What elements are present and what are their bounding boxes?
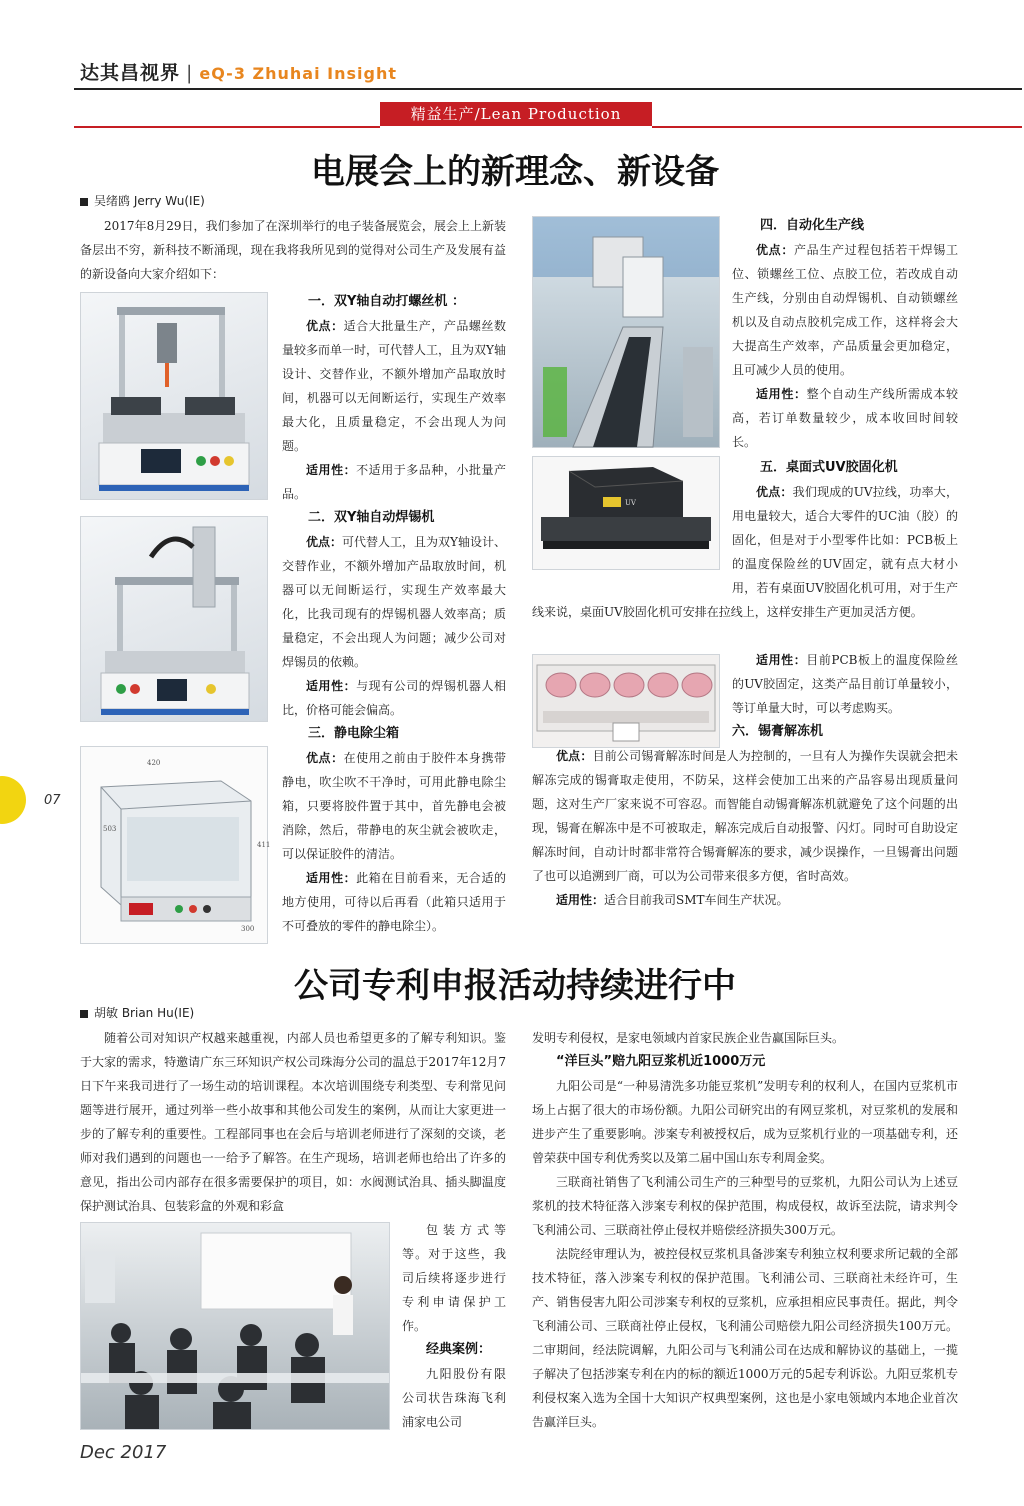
article2-paragraph-1: 九阳公司是“一种易清洗多功能豆浆机”发明专利的权利人，在国内豆浆机市场上占据了很大的市场份额。九阳公司研究出的有网豆浆机，对豆浆机的发展和进步产生了重要影响。涉案专利被授权后，成为豆浆机行业的一项基础专利，还曾荣获中国专利优秀奖以及第二届中国山东专利周金奖。 bbox=[532, 1079, 958, 1165]
item2-heading: 二．双Y轴自动焊锡机 bbox=[308, 510, 435, 525]
item1-text bbox=[282, 314, 506, 506]
article2-intro bbox=[80, 1026, 506, 1218]
item2-fit: 与现有公司的焊锡机器人相比，价格可能会偏高。 bbox=[282, 679, 506, 717]
uv-label: UV bbox=[625, 499, 636, 507]
item3-fit: 此箱在目前看来，无合适的地方使用，可待以后再看（此箱只适用于不可叠放的零件的静电除尘）。 bbox=[282, 871, 506, 933]
article2-case-cont bbox=[532, 1026, 958, 1050]
item5-fit-label: 适用性： bbox=[756, 653, 807, 667]
item3-adv: 在使用之前由于胶件本身携带静电，吹尘吹不干净时，可用此静电除尘箱，只要将胶件置于其中，首先静电会被消除，然后，带静电的灰尘就会被吹走，可以保证胶件的清洁。 bbox=[282, 751, 506, 861]
photo-automation-line bbox=[532, 216, 720, 448]
item4-adv: 产品生产过程包括若干焊锡工位、锁螺丝工位、点胶工位，若改成自动生产线，分别由自动焊锡机、自动锁螺丝机以及自动点胶机完成工作，这样将会大大提高生产效率，产品质量会更加稳定，且可减少人员的使用。 bbox=[732, 243, 958, 377]
article2-case-start-text: 九阳股份有限公司状告珠海飞利浦家电公司 bbox=[402, 1367, 506, 1429]
section-tab: 精益生产/Lean Production bbox=[380, 102, 652, 126]
item2-adv-label: 优点： bbox=[306, 535, 343, 549]
item2-block bbox=[282, 506, 506, 722]
brand-en: eQ-3 Zhuhai Insight bbox=[199, 64, 397, 83]
item6-heading: 六．锡膏解冻机 bbox=[732, 724, 824, 739]
item1-heading: 一．双Y轴自动打螺丝机 ： bbox=[308, 294, 465, 309]
item5-fit-block bbox=[532, 648, 958, 912]
item3-adv-label: 优点： bbox=[306, 751, 344, 765]
item5-heading: 五．桌面式UV胶固化机 bbox=[760, 460, 898, 475]
item1-fit: 不适用于多品种，小批量产品。 bbox=[282, 463, 506, 501]
item2-text bbox=[282, 530, 506, 722]
item4-block bbox=[732, 214, 958, 454]
dust-box-illustration bbox=[81, 747, 271, 943]
article2-sub-heading: “洋巨头”赔九阳豆浆机近1000万元 bbox=[556, 1054, 766, 1069]
article1-author bbox=[80, 192, 205, 209]
item3-fit-label: 适用性： bbox=[306, 871, 357, 885]
article2-author bbox=[80, 1004, 194, 1021]
article2-paragraph-2: 三联商社销售了飞利浦公司生产的三种型号的豆浆机，九阳公司认为上述豆浆机的技术特征落入涉案专利权的保护范围，构成侵权，故诉至法院，请求判令飞利浦公司、三联商社停止侵权并赔偿经济损失300万元。 bbox=[532, 1175, 958, 1237]
article2-author-name: 胡敏 Brian Hu(IE) bbox=[94, 1006, 195, 1020]
item4-text bbox=[732, 238, 958, 454]
item1-block bbox=[282, 290, 506, 506]
issue-date: Dec 2017 bbox=[80, 1442, 167, 1463]
article2-title: 公司专利申报活动持续进行中 bbox=[294, 966, 736, 1006]
author-bullet bbox=[80, 1010, 88, 1018]
item5-fit-float-spacer bbox=[532, 648, 732, 744]
article2-paragraph-3: 法院经审理认为，被控侵权豆浆机具备涉案专利独立权利要求所记载的全部技术特征，落入涉案专利权的保护范围。飞利浦公司、三联商社未经许可，生产、销售侵害九阳公司涉案专利权的豆浆机，应承担相应民事责任。据此，判令飞利浦公司、三联商社停止侵权，飞利浦公司赔偿九阳公司经济损失100万元。二审期间，经法院调解，九阳公司与飞利浦公司在达成和解协议的基础上，一揽子解决了包括涉案专利在内的标的额近1000万元的5起专利诉讼。九阳豆浆机专利侵权案入选为全国十大知识产权典型案例，这也是小家电领域内本地企业首次告赢洋巨头。 bbox=[532, 1247, 958, 1429]
item4-adv-label: 优点： bbox=[756, 243, 794, 257]
article1-author-name: 吴绪鸥 Jerry Wu(IE) bbox=[94, 194, 205, 208]
item5-float-spacer bbox=[532, 480, 732, 600]
brand-cn: 达其昌视界 bbox=[80, 62, 181, 84]
article2-paragraphs bbox=[532, 1074, 958, 1434]
item4-heading: 四．自动化生产线 bbox=[760, 218, 865, 233]
screw-machine-illustration bbox=[81, 293, 267, 499]
item4-fit-label: 适用性： bbox=[756, 387, 807, 401]
dim-height: 411 bbox=[257, 841, 271, 849]
item3-heading: 三．静电除尘箱 bbox=[308, 726, 400, 741]
photo-patent-training bbox=[80, 1222, 390, 1430]
article2-intro-text: 随着公司对知识产权越来越重视，内部人员也希望更多的了解专利知识。鉴于大家的需求，特邀请广东三环知识产权公司珠海分公司的温总于2017年12月7日下午来我司进行了一场生动的培训课程。本次培训围绕专利类型、专利常见问题等进行展开，通过列举一些小故事和其他公司发生的案例，从而让大家更进一步的了解专利的重要性。工程部同事也在会后与培训老师进行了深刻的交谈，老师对我们遇到的问题也一一给予了解答。在生产现场，培训老师也给出了许多的意见，指出公司内部存在很多需要保护的项目，如：水阀测试治具、插头脚温度保护测试治具、包装彩盒的外观和彩盒 bbox=[80, 1031, 506, 1213]
item5-adv-label: 优点： bbox=[756, 485, 793, 499]
item4-fit: 整个自动生产线所需成本较高，若订单数量较少，成本收回时间较长。 bbox=[732, 387, 958, 449]
author-bullet bbox=[80, 198, 88, 206]
item2-fit-label: 适用性： bbox=[306, 679, 357, 693]
automation-line-illustration bbox=[533, 217, 719, 447]
photo-screw-machine bbox=[80, 292, 268, 500]
article2-case-cont-text: 发明专利侵权，是家电领域内首家民族企业告赢国际巨头。 bbox=[532, 1031, 845, 1045]
item6-adv-label: 优点： bbox=[556, 749, 593, 763]
item5-adv: 我们现成的UV拉线，功率大，用电量较大，适合大零件的UC油（胶）的固化，但是对于小型零件比如：PCB板上的温度保险丝的UV固定，就有点大材小用，若有桌面UV胶固化机可用，对于生产线来说，桌面UV胶固化机可安排在拉线上，这样安排生产更加灵活方便。 bbox=[532, 485, 958, 619]
item5-block bbox=[532, 456, 958, 624]
article2-intro-cont bbox=[402, 1218, 506, 1338]
section-rule-right bbox=[652, 126, 1022, 128]
training-illustration bbox=[81, 1223, 389, 1429]
item5-text bbox=[532, 480, 958, 624]
page-number: 07 bbox=[44, 793, 61, 808]
item6-adv: 目前公司锡膏解冻时间是人为控制的，一旦有人为操作失误就会把未解冻完成的锡膏取走使用，不防呆，这样会使加工出来的产品容易出现质量问题，这对生产厂家来说不可容忍。而智能自动锡膏解冻机就避免了这个问题的出现，锡膏在解冻中是不可被取走，解冻完成后自动报警、闪灯。同时可自助设定解冻时间，自动计时都非常符合锡膏解冻的要求，减少误操作，一旦锡膏出问题了也可以追溯到厂商，可以为公司带来很多方便，省时高效。 bbox=[532, 749, 958, 883]
item6-fit-label: 适用性： bbox=[556, 893, 605, 907]
item2-adv: 可代替人工，且为双Y轴设计、交替作业，不额外增加产品取放时间，机器可以无间断运行，实现生产效率最大化，比我司现有的焊锡机器人效率高；质量稳定，不会出现人为问题；减少公司对焊锡员的依赖。 bbox=[282, 535, 506, 669]
item1-fit-label: 适用性： bbox=[306, 463, 357, 477]
photo-dust-box bbox=[80, 746, 271, 944]
section-rule-left bbox=[74, 126, 380, 128]
article2-intro-cont-text: 包装方式等等。对于这些，我司后续将逐步进行专利申请保护工作。 bbox=[402, 1223, 506, 1333]
item5-fit-text bbox=[532, 648, 958, 912]
item5-fit: 目前PCB板上的温度保险丝的UV胶固定，这类产品目前订单量较小，等订单量大时，可以考虑购买。 bbox=[732, 653, 958, 715]
item6-fit: 适合目前我司SMT车间生产状况。 bbox=[604, 893, 789, 907]
dim-width: 420 bbox=[147, 759, 161, 767]
soldering-machine-illustration bbox=[81, 517, 267, 721]
article2-case-heading: 经典案例： bbox=[426, 1342, 492, 1357]
article2-right-column bbox=[532, 1026, 958, 1434]
article1-intro-text: 2017年8月29日，我们参加了在深圳举行的电子装备展览会，展会上上新装备层出不穷，新科技不断涌现，现在我将我所见到的觉得对公司生产及发展有益的新设备向大家介绍如下： bbox=[80, 219, 506, 281]
dim-inner: 503 bbox=[103, 825, 117, 833]
article2-case-start bbox=[402, 1362, 506, 1434]
dim-depth: 300 bbox=[241, 925, 255, 933]
article1-intro bbox=[80, 214, 506, 286]
masthead bbox=[80, 58, 397, 85]
item3-text bbox=[282, 746, 506, 938]
photo-soldering-machine bbox=[80, 516, 268, 722]
header-rule bbox=[74, 88, 1022, 90]
item1-adv-label: 优点： bbox=[306, 319, 344, 333]
brand-separator: | bbox=[186, 62, 194, 84]
article2-side-text bbox=[402, 1218, 506, 1434]
page-number-marker bbox=[0, 776, 26, 824]
item3-block bbox=[282, 722, 506, 938]
article1-title: 电展会上的新理念、新设备 bbox=[311, 152, 719, 192]
item1-adv: 适合大批量生产，产品螺丝数量较多而单一时，可代替人工，且为双Y轴设计、交替作业，不额外增加产品取放时间，机器可以无间断运行，实现生产效率最大化，且质量稳定，不会出现人为问题。 bbox=[282, 319, 506, 453]
